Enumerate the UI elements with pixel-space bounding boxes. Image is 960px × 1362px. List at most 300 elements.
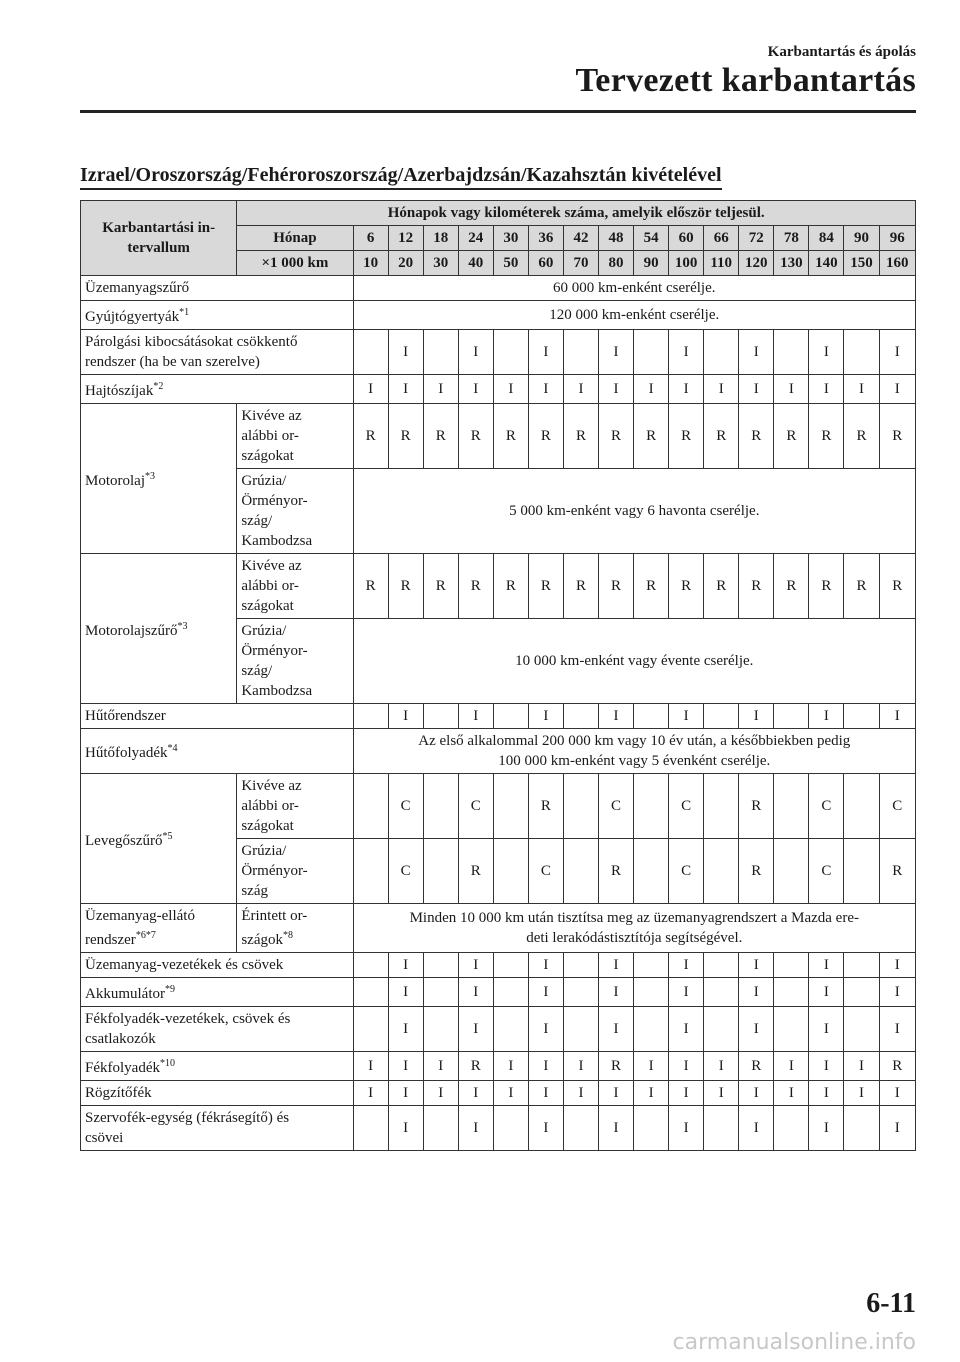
item-name [81,774,237,904]
schedule-cell [634,978,669,1007]
schedule-cell [844,1106,879,1151]
item-name-text: Fékfolyadék-vezetékek, csövek és csatlakozók [85,1011,291,1047]
schedule-cell [704,1007,739,1052]
schedule-cell: R [353,554,388,619]
maintenance-table [80,200,916,1151]
schedule-cell: R [704,404,739,469]
schedule-cell [493,953,528,978]
item-name [81,1007,354,1052]
schedule-cell: I [528,953,563,978]
interval-text-text: 5 000 km-enként vagy 6 havonta cserélje. [509,503,760,519]
schedule-cell: I [528,1106,563,1151]
schedule-cell: I [599,1007,634,1052]
schedule-cell: I [388,978,423,1007]
table-row [81,729,916,774]
schedule-cell: R [528,554,563,619]
header-month-cell: 36 [528,226,563,251]
item-name-text: Hajtószíjak [85,383,154,399]
schedule-cell: I [388,1007,423,1052]
schedule-cell [704,953,739,978]
footnote-marker: *3 [145,470,155,482]
schedule-cell: I [879,953,916,978]
interval-text [353,469,915,554]
item-name [81,554,237,704]
schedule-cell [353,839,388,904]
schedule-cell: I [704,1052,739,1081]
header-km-cell: 140 [809,251,844,276]
interval-text-text: 10 000 km-enként vagy évente cserélje. [515,653,754,669]
header-km-cell: 10 [353,251,388,276]
header-month-cell: 24 [458,226,493,251]
schedule-cell: R [634,404,669,469]
condition-label [237,404,353,469]
schedule-cell: I [739,978,774,1007]
item-name [81,404,237,554]
interval-text-text: 120 000 km-enként cserélje. [549,307,720,323]
footnote-marker: *9 [165,984,175,995]
schedule-cell: I [599,375,634,404]
item-name-text: Szervofék-egység (fékrásegítő) és csövei [85,1110,290,1146]
schedule-cell: I [423,1052,458,1081]
schedule-cell [774,774,809,839]
interval-text-text: Az első alkalommal 200 000 km vagy 10 év után, a későbbiekben pedig 100 000 km-enként vagy 5 évenként cserélje. [418,733,851,769]
schedule-cell: I [353,375,388,404]
schedule-cell [634,1007,669,1052]
item-name-text: Levegőszűrő [85,832,163,849]
schedule-cell: C [809,839,844,904]
header-interval-label-text: Karbantartási in- tervallum [102,220,216,256]
schedule-cell: C [528,839,563,904]
schedule-cell: I [809,1081,844,1106]
header-month-cell: 78 [774,226,809,251]
schedule-cell [423,704,458,729]
schedule-cell: R [774,404,809,469]
schedule-cell: I [809,978,844,1007]
schedule-cell [844,953,879,978]
schedule-cell: I [458,953,493,978]
schedule-cell: R [458,1052,493,1081]
schedule-cell: C [669,839,704,904]
schedule-cell: I [528,330,563,375]
schedule-cell: R [879,1052,916,1081]
item-name [81,1106,354,1151]
table-row [81,554,916,619]
interval-text [353,619,915,704]
header-km-cell: 50 [493,251,528,276]
schedule-cell: I [739,1081,774,1106]
condition-label [237,774,353,839]
schedule-cell: R [669,554,704,619]
schedule-cell [423,953,458,978]
schedule-cell [563,953,598,978]
schedule-cell: R [739,839,774,904]
schedule-cell: I [458,704,493,729]
header-km-cell: 120 [739,251,774,276]
schedule-cell: I [388,1106,423,1151]
schedule-cell: I [458,375,493,404]
schedule-cell: I [458,1007,493,1052]
header-km-cell: 90 [634,251,669,276]
header-km-cell: 130 [774,251,809,276]
schedule-cell [493,774,528,839]
schedule-cell: I [563,1081,598,1106]
schedule-cell: I [599,330,634,375]
schedule-cell: I [599,1106,634,1151]
section-subtitle: Izrael/Oroszország/Fehéroroszország/Azerbajdzsán/Kazahsztán kivételével [80,164,722,190]
condition-label-text: Kivéve az alábbi or- szágokat [241,558,302,614]
schedule-cell: R [528,774,563,839]
condition-label [237,554,353,619]
item-name [81,301,354,330]
header-km-cell: 60 [528,251,563,276]
header-km-cell: 70 [563,251,598,276]
schedule-cell: I [669,1007,704,1052]
schedule-cell: I [388,953,423,978]
header-month-cell: 6 [353,226,388,251]
item-name-text: Hűtőrendszer [85,708,166,724]
schedule-cell [704,704,739,729]
schedule-cell: R [599,839,634,904]
item-name-text: Akkumulátor [85,986,165,1002]
item-name [81,978,354,1007]
schedule-cell [844,1007,879,1052]
footnote-marker: *10 [159,1058,175,1069]
schedule-cell: I [809,375,844,404]
schedule-cell [423,1106,458,1151]
interval-text [353,904,915,953]
schedule-cell [774,953,809,978]
page-number: 6-11 [866,1288,916,1319]
schedule-cell: I [774,1052,809,1081]
schedule-cell [844,704,879,729]
schedule-cell: I [388,1081,423,1106]
schedule-cell [774,1007,809,1052]
schedule-cell: I [388,330,423,375]
schedule-cell: I [458,1106,493,1151]
schedule-cell: C [599,774,634,839]
schedule-cell: C [669,774,704,839]
header-month-cell: 60 [669,226,704,251]
schedule-cell: I [669,1081,704,1106]
header-months-label: Hónap [237,226,353,251]
schedule-cell [634,839,669,904]
footnote-marker: *4 [167,743,178,754]
header-interval-label [81,201,237,276]
schedule-cell: I [599,953,634,978]
schedule-cell: R [458,404,493,469]
schedule-cell: I [669,953,704,978]
schedule-cell: I [844,1052,879,1081]
schedule-cell [493,330,528,375]
schedule-cell: I [669,330,704,375]
schedule-cell: C [809,774,844,839]
schedule-cell [774,839,809,904]
schedule-cell: R [739,554,774,619]
schedule-cell: I [879,330,916,375]
schedule-cell: R [493,554,528,619]
table-row [81,330,916,375]
schedule-cell: I [388,704,423,729]
schedule-cell: I [634,1052,669,1081]
header-month-cell: 96 [879,226,916,251]
schedule-cell: I [879,1081,916,1106]
schedule-cell: R [844,404,879,469]
schedule-cell: R [809,404,844,469]
item-name [81,1081,354,1106]
schedule-cell: I [669,1106,704,1151]
header-km-cell: 30 [423,251,458,276]
table-row [81,301,916,330]
interval-text [353,276,915,301]
footnote-marker: *5 [162,830,173,842]
schedule-cell: R [458,839,493,904]
header-month-cell: 72 [739,226,774,251]
schedule-cell: I [809,330,844,375]
schedule-cell [704,330,739,375]
table-row [81,904,916,953]
schedule-cell [353,1106,388,1151]
item-name-text: Gyújtógyertyák [85,309,180,325]
schedule-cell: I [528,978,563,1007]
schedule-cell: R [353,404,388,469]
schedule-cell [563,704,598,729]
schedule-cell: I [739,704,774,729]
schedule-cell [774,704,809,729]
table-row [81,1007,916,1052]
schedule-cell: I [634,1081,669,1106]
schedule-cell [493,839,528,904]
schedule-cell: R [634,554,669,619]
header-km-cell: 100 [669,251,704,276]
schedule-cell: I [704,375,739,404]
item-name [81,729,354,774]
table-row [81,953,916,978]
schedule-cell: R [388,404,423,469]
schedule-cell [634,953,669,978]
schedule-cell: C [388,774,423,839]
header-month-cell: 30 [493,226,528,251]
schedule-cell: I [458,1081,493,1106]
item-name-text: Fékfolyadék [85,1060,160,1076]
table-row [81,704,916,729]
schedule-cell: I [809,1007,844,1052]
item-name-text: Párolgási kibocsátásokat csökkentő rendszer (ha be van szerelve) [85,334,298,370]
schedule-cell: R [563,554,598,619]
schedule-cell [563,978,598,1007]
schedule-cell: R [599,404,634,469]
header-km-cell: 110 [704,251,739,276]
schedule-cell [634,704,669,729]
schedule-cell: I [528,1081,563,1106]
schedule-cell [353,704,388,729]
interval-text [353,729,915,774]
header-month-cell: 12 [388,226,423,251]
schedule-cell: I [563,1052,598,1081]
footnote-marker: *3 [177,620,188,632]
schedule-cell [634,1106,669,1151]
header-km-cell: 160 [879,251,916,276]
table-row [81,276,916,301]
header-rule [80,110,916,113]
item-name [81,375,354,404]
condition-label-text: Grúzia/ Örményor- szág/ Kambodzsa [241,473,313,549]
item-name [81,904,237,953]
schedule-cell: I [599,1081,634,1106]
item-name-text: Üzemanyag-vezetékek és csövek [85,957,284,973]
header-month-cell: 90 [844,226,879,251]
schedule-cell: I [388,375,423,404]
table-row [81,404,916,469]
schedule-cell: I [739,330,774,375]
header-month-cell: 48 [599,226,634,251]
schedule-cell: I [669,375,704,404]
schedule-cell: I [879,978,916,1007]
header-km-label: ×1 000 km [237,251,353,276]
schedule-cell: I [809,1052,844,1081]
schedule-cell [844,978,879,1007]
header-km-cell: 20 [388,251,423,276]
header-km-cell: 40 [458,251,493,276]
schedule-cell: I [844,375,879,404]
footnote-marker: *6*7 [135,930,156,941]
table-row [81,1052,916,1081]
schedule-cell [353,330,388,375]
schedule-cell: C [458,774,493,839]
item-name-text: Hűtőfolyadék [85,745,168,761]
condition-label-text: Kivéve az alábbi or- szágokat [241,778,302,834]
header-month-cell: 18 [423,226,458,251]
item-name-text: Rögzítőfék [85,1085,152,1101]
table-row [81,375,916,404]
schedule-cell: I [879,1106,916,1151]
schedule-cell [493,704,528,729]
schedule-cell [844,774,879,839]
table-row [81,774,916,839]
schedule-cell: R [423,404,458,469]
schedule-cell: C [879,774,916,839]
schedule-cell: R [739,1052,774,1081]
condition-label-text: Grúzia/ Örményor- szág/ Kambodzsa [241,623,313,699]
header-span-label: Hónapok vagy kilométerek száma, amelyik először teljesül. [237,201,916,226]
schedule-cell: I [704,1081,739,1106]
schedule-cell [774,978,809,1007]
header-month-cell: 42 [563,226,598,251]
schedule-cell: I [774,375,809,404]
condition-label [237,839,353,904]
schedule-cell: I [353,1081,388,1106]
schedule-cell: R [879,554,916,619]
header-month-cell: 66 [704,226,739,251]
schedule-cell [353,953,388,978]
item-name [81,953,354,978]
schedule-cell: R [739,774,774,839]
schedule-cell [563,330,598,375]
schedule-cell [493,1007,528,1052]
condition-label-text: Kivéve az alábbi or- szágokat [241,408,302,464]
schedule-cell: R [528,404,563,469]
schedule-cell: R [809,554,844,619]
condition-label-text: Érintett or- szágok [241,908,308,948]
schedule-cell [353,1007,388,1052]
schedule-cell: I [493,375,528,404]
schedule-cell: R [388,554,423,619]
item-name [81,276,354,301]
item-name-text: Üzemanyagszűrő [85,280,190,296]
footnote-marker: *8 [282,930,293,941]
interval-text [353,301,915,330]
interval-text-text: Minden 10 000 km után tisztítsa meg az üzemanyagrendszert a Mazda ere- deti lerakódástisztítója segítségével. [409,910,859,946]
schedule-cell: I [669,1052,704,1081]
item-name-text: Motorolaj [85,472,145,489]
schedule-cell [844,839,879,904]
schedule-cell: R [599,1052,634,1081]
schedule-cell [704,774,739,839]
schedule-cell: C [388,839,423,904]
schedule-cell [563,774,598,839]
table-row [81,1106,916,1151]
schedule-cell: I [458,978,493,1007]
schedule-cell: I [774,1081,809,1106]
schedule-cell: I [528,1052,563,1081]
schedule-cell: I [528,1007,563,1052]
schedule-cell [563,1106,598,1151]
schedule-cell: I [809,1106,844,1151]
schedule-cell: R [458,554,493,619]
schedule-cell: I [353,1052,388,1081]
schedule-cell [353,978,388,1007]
schedule-cell [353,774,388,839]
schedule-cell: R [704,554,739,619]
schedule-cell: I [634,375,669,404]
schedule-cell: R [879,404,916,469]
page-title: Tervezett karbantartás [575,62,916,99]
schedule-cell [844,330,879,375]
schedule-cell: I [669,978,704,1007]
header-km-cell: 80 [599,251,634,276]
schedule-cell: I [423,1081,458,1106]
schedule-cell: I [388,1052,423,1081]
schedule-cell: I [879,375,916,404]
schedule-cell: I [739,375,774,404]
section-label: Karbantartás és ápolás [767,44,916,60]
schedule-cell: I [493,1052,528,1081]
schedule-cell: I [739,1106,774,1151]
schedule-cell: R [844,554,879,619]
schedule-cell: I [599,704,634,729]
schedule-cell: I [599,978,634,1007]
condition-label-text: Grúzia/ Örményor- szág [241,843,308,899]
schedule-cell: I [669,704,704,729]
schedule-cell [423,839,458,904]
interval-text-text: 60 000 km-enként cserélje. [553,280,716,296]
schedule-cell: I [844,1081,879,1106]
schedule-cell: I [809,704,844,729]
schedule-cell: R [599,554,634,619]
schedule-cell [423,774,458,839]
schedule-cell: I [563,375,598,404]
footnote-marker: *1 [179,307,190,318]
schedule-cell: R [669,404,704,469]
schedule-cell [423,330,458,375]
condition-label [237,469,353,554]
schedule-cell: I [458,330,493,375]
schedule-cell: R [563,404,598,469]
schedule-cell [563,1007,598,1052]
schedule-cell: I [739,953,774,978]
schedule-cell [493,1106,528,1151]
schedule-cell [634,330,669,375]
condition-label [237,904,353,953]
